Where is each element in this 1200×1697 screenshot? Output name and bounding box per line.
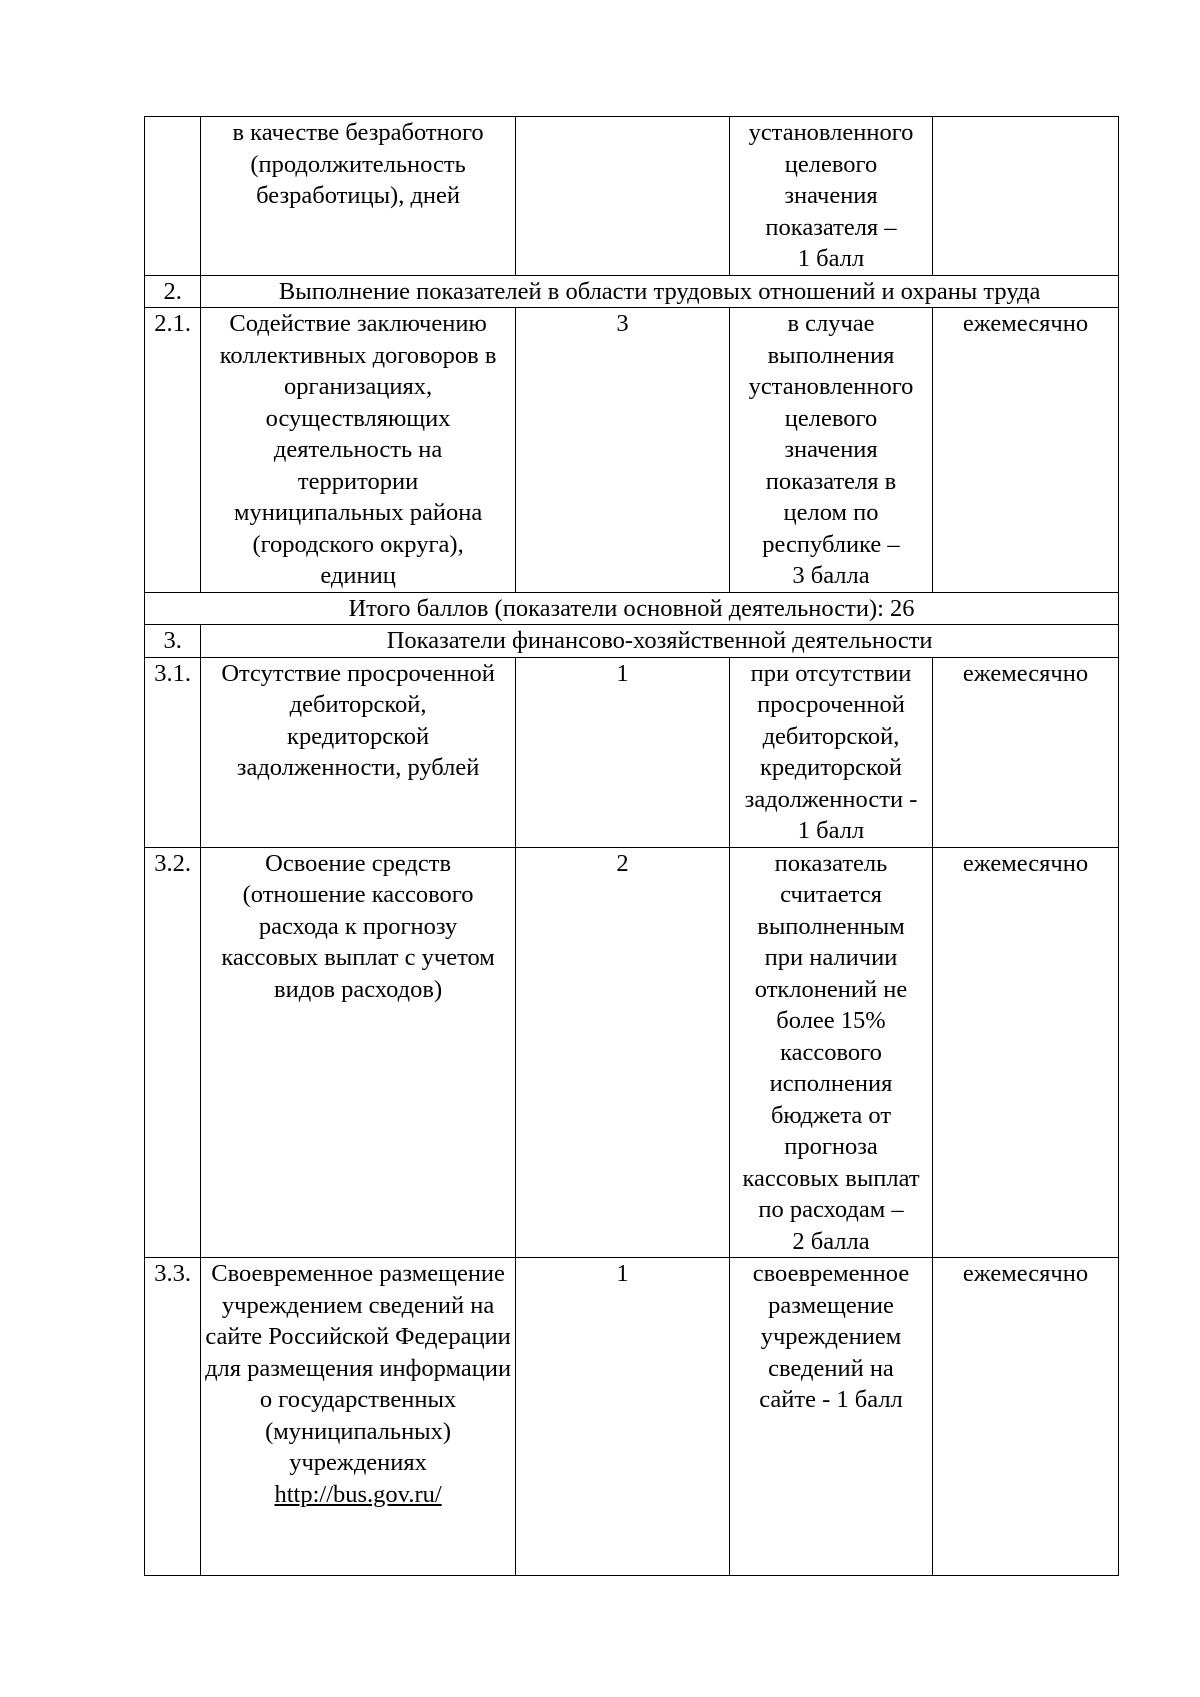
section-title: Показатели финансово-хозяйственной деятельности bbox=[201, 625, 1119, 658]
score-cell bbox=[515, 117, 729, 276]
indicator-description: в качестве безработного (продолжительность безработицы), дней bbox=[201, 117, 516, 276]
indicator-description: Содействие заключению коллективных договоров в организациях, осуществляющих деятельность на территории муниципальных района (городского округа), единиц bbox=[201, 308, 516, 593]
bus-gov-link[interactable]: http://bus.gov.ru/ bbox=[274, 1480, 442, 1508]
frequency: ежемесячно bbox=[933, 847, 1119, 1258]
section-number: 3. bbox=[145, 625, 201, 658]
indicator-description: Отсутствие просроченной дебиторской, кредиторской задолженности, рублей bbox=[201, 657, 516, 847]
table-row bbox=[145, 117, 1119, 276]
period-cell bbox=[933, 117, 1119, 276]
frequency: ежемесячно bbox=[933, 657, 1119, 847]
total-row bbox=[145, 592, 1119, 625]
criterion-description: при отсутствии просроченной дебиторской, кредиторской задолженности - 1 балл bbox=[729, 657, 932, 847]
section-header-row bbox=[145, 275, 1119, 308]
score: 1 bbox=[515, 1258, 729, 1576]
table-row bbox=[145, 1258, 1119, 1576]
criterion-description: показатель считается выполненным при наличии отклонений не более 15% кассового исполнения бюджета от прогноза кассовых выплат по расходам – 2 балла bbox=[729, 847, 932, 1258]
section-header-row bbox=[145, 625, 1119, 658]
row-number: 2.1. bbox=[145, 308, 201, 593]
frequency: ежемесячно bbox=[933, 1258, 1119, 1576]
row-number-cell bbox=[145, 117, 201, 276]
row-number: 3.1. bbox=[145, 657, 201, 847]
row-number: 3.2. bbox=[145, 847, 201, 1258]
criterion-description: установленного целевого значения показателя – 1 балл bbox=[729, 117, 932, 276]
indicator-description: Освоение средств (отношение кассового расхода к прогнозу кассовых выплат с учетом видов расходов) bbox=[201, 847, 516, 1258]
criterion-description: в случае выполнения установленного целевого значения показателя в целом по республике – 3 балла bbox=[729, 308, 932, 593]
section-title: Выполнение показателей в области трудовых отношений и охраны труда bbox=[201, 275, 1119, 308]
indicators-table bbox=[144, 116, 1119, 1576]
score: 2 bbox=[515, 847, 729, 1258]
section-number: 2. bbox=[145, 275, 201, 308]
indicator-description-cell bbox=[201, 1258, 516, 1576]
criterion-description: своевременное размещение учреждением сведений на сайте - 1 балл bbox=[729, 1258, 932, 1576]
table-row bbox=[145, 847, 1119, 1258]
frequency: ежемесячно bbox=[933, 308, 1119, 593]
total-score-text: Итого баллов (показатели основной деятельности): 26 bbox=[145, 592, 1119, 625]
score: 3 bbox=[515, 308, 729, 593]
table-row bbox=[145, 308, 1119, 593]
table-row bbox=[145, 657, 1119, 847]
row-number: 3.3. bbox=[145, 1258, 201, 1576]
indicator-description: Своевременное размещение учреждением сведений на сайте Российской Федерации для размещения информации о государственных (муниципальных) учреждениях bbox=[205, 1260, 512, 1476]
score: 1 bbox=[515, 657, 729, 847]
